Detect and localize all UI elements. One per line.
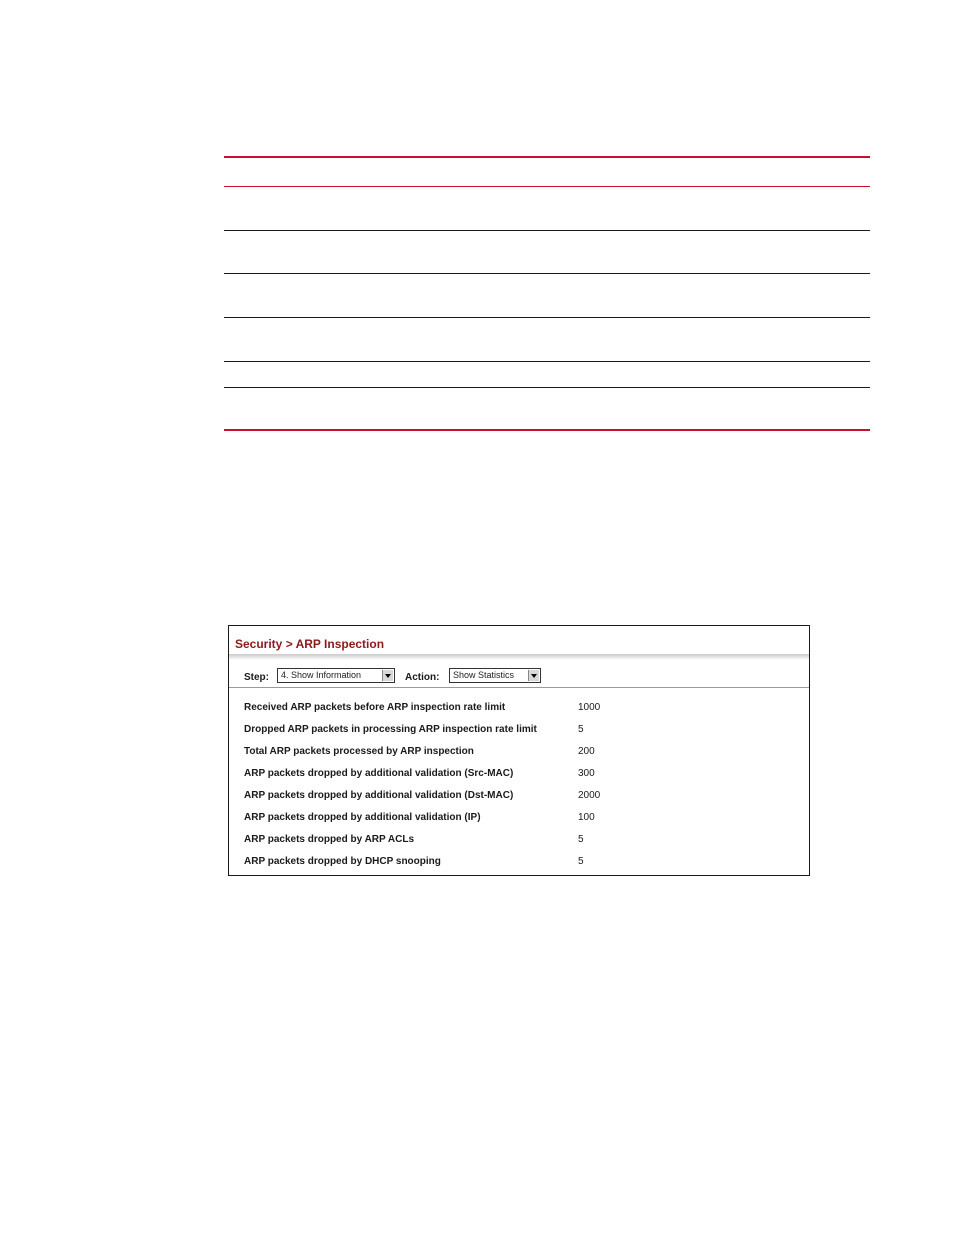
stat-value: 2000 [578,790,601,801]
title-shade [229,654,809,660]
list-item [244,722,804,744]
list-item [244,744,804,766]
list-item [244,788,804,810]
list-item [244,854,804,876]
step-action-bar [229,666,809,688]
action-label: Action: [405,672,440,683]
table-bottom-rule [224,429,870,431]
list-item [244,810,804,832]
stat-value: 5 [578,856,584,867]
stat-label: ARP packets dropped by additional validation (Dst-MAC) [244,790,514,801]
stat-label: ARP packets dropped by additional validation (IP) [244,812,481,823]
stat-value: 200 [578,746,595,757]
table-row-rule [224,387,870,388]
list-item [244,766,804,788]
stat-value: 100 [578,812,595,823]
table-header-rule [224,186,870,187]
statistics-list [244,700,804,876]
list-item [244,700,804,722]
page-title: Security > ARP Inspection [235,637,385,651]
divider [229,687,809,688]
stat-label: ARP packets dropped by DHCP snooping [244,856,441,867]
arp-inspection-panel [228,625,810,876]
action-select[interactable] [449,668,541,683]
stat-label: Dropped ARP packets in processing ARP inspection rate limit [244,724,537,735]
stat-label: ARP packets dropped by additional validation (Src-MAC) [244,768,514,779]
stat-value: 5 [578,834,584,845]
step-label: Step: [244,672,269,683]
document-table [224,156,870,431]
action-select-value: Show Statistics [453,670,515,680]
table-row-rule [224,317,870,318]
list-item [244,832,804,854]
table-row-rule [224,230,870,231]
table-row-rule [224,273,870,274]
stat-value: 300 [578,768,595,779]
stat-label: Total ARP packets processed by ARP inspection [244,746,474,757]
step-select-value: 4. Show Information [281,670,362,680]
stat-value: 5 [578,724,584,735]
chevron-down-icon[interactable] [382,670,393,681]
table-row-rule [224,361,870,362]
stat-value: 1000 [578,702,601,713]
stat-label: Received ARP packets before ARP inspection rate limit [244,702,506,713]
chevron-down-icon[interactable] [528,670,539,681]
stat-label: ARP packets dropped by ARP ACLs [244,834,415,845]
step-select[interactable] [277,668,395,683]
table-top-rule [224,156,870,158]
